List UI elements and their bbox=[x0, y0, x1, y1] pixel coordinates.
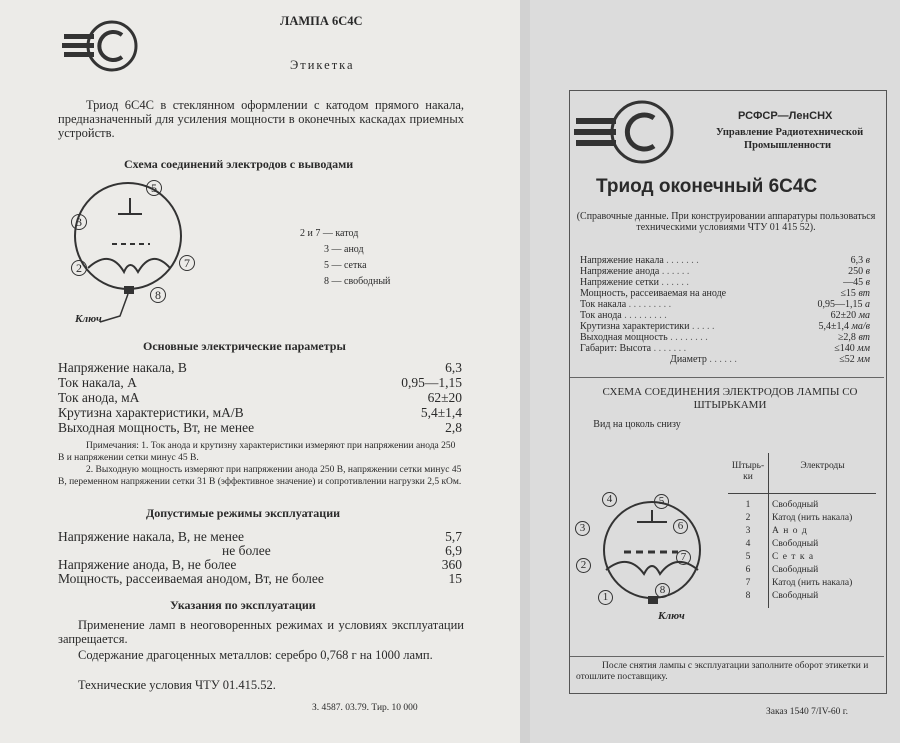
divider bbox=[570, 656, 884, 657]
mode-row: Напряжение анода, В, не более 360 bbox=[58, 557, 462, 572]
param-row: Напряжение накала . . . . . . . 6,3 в bbox=[580, 255, 870, 266]
instr-text: Содержание драгоценных металлов: серебро 0,768 г на 1000 ламп. bbox=[78, 648, 433, 662]
page-title: Триод оконечный 6С4С bbox=[596, 176, 818, 197]
param-row: Ток анода, мА 62±20 bbox=[58, 390, 462, 405]
pin-label: 5 bbox=[146, 180, 162, 196]
param-row: Мощность, рассеиваемая на аноде ≤15 вт bbox=[580, 288, 870, 299]
param-row: Ток накала, А 0,95—1,15 bbox=[58, 375, 462, 390]
param-row: Выходная мощность, Вт, не менее 2,8 bbox=[58, 420, 462, 435]
legend-item: 2 и 7 — катод bbox=[300, 228, 359, 239]
mode-row: Мощность, рассеиваемая анодом, Вт, не более 15 bbox=[58, 571, 462, 586]
pin-label: 8 bbox=[150, 287, 166, 303]
page-subtitle: Этикетка bbox=[290, 58, 355, 72]
org-line: Промышленности bbox=[744, 140, 832, 151]
params-heading: Основные электрические параметры bbox=[143, 339, 346, 353]
pin-label: 8 bbox=[655, 583, 670, 598]
legend-item: 8 — свободный bbox=[324, 276, 391, 287]
pin-label: 3 bbox=[575, 521, 590, 536]
table-row: 7 Катод (нить накала) bbox=[728, 577, 876, 590]
scheme-heading: СХЕМА СОЕДИНЕНИЯ ЭЛЕКТРОДОВ ЛАМПЫ СО ШТЫРЬКАМИ bbox=[602, 386, 858, 411]
table-row: 6 Свободный bbox=[728, 564, 876, 577]
table-row: 3 А н о д bbox=[728, 525, 876, 538]
intro-text: Триод 6С4С в стеклянном оформлении с катодом прямого накала, предназначенный для усиления мощности в оконечных каскадах приемных устройств. bbox=[58, 98, 464, 140]
param-row: Ток накала . . . . . . . . . 0,95—1,15 а bbox=[580, 299, 870, 310]
pin-label: 3 bbox=[71, 214, 87, 230]
pin-label: 7 bbox=[676, 550, 691, 565]
param-row: Выходная мощность . . . . . . . . ≥2,8 вт bbox=[580, 332, 870, 343]
legend-item: 5 — сетка bbox=[324, 260, 367, 271]
table-row: 2 Катод (нить накала) bbox=[728, 512, 876, 525]
pin-label: 2 bbox=[576, 558, 591, 573]
footnote: После снятия лампы с эксплуатации заполните оборот этикетки и отошлите поставщику. bbox=[576, 661, 869, 682]
instr-heading: Указания по эксплуатации bbox=[170, 598, 316, 612]
table-row: 8 Свободный bbox=[728, 590, 876, 608]
pin-label: 5 bbox=[654, 494, 669, 509]
factory-logo bbox=[62, 18, 152, 74]
pin-label: 1 bbox=[598, 590, 613, 605]
divider bbox=[570, 377, 884, 378]
param-row: Напряжение накала, В 6,3 bbox=[58, 360, 462, 375]
view-note: Вид на цоколь снизу bbox=[593, 419, 681, 430]
order-info: Заказ 1540 7/IV-60 г. bbox=[766, 707, 848, 717]
table-row: 1 Свободный bbox=[728, 494, 876, 513]
pin-legend bbox=[300, 226, 390, 290]
pin-label: 4 bbox=[602, 492, 617, 507]
instr-text: Технические условия ЧТУ 01.415.52. bbox=[78, 678, 276, 692]
note-2: 2. Выходную мощность измеряют при напряжении анода 250 В, напряжении сетки минус 45 В, переменном напряжении сетки 31 В (эффективное значение) и сопротивлении нагрузки 2,5 кОм. bbox=[58, 465, 462, 487]
col-header-electrode: Электроды bbox=[769, 453, 877, 494]
param-row: Диаметр . . . . . . ≤52 мм bbox=[670, 354, 870, 365]
org-line: Управление Радиотехнической bbox=[716, 127, 864, 138]
org-line: РСФСР—ЛенСНХ bbox=[738, 110, 833, 122]
pin-label: 6 bbox=[673, 519, 688, 534]
modes-heading: Допустимые режимы эксплуатации bbox=[146, 506, 341, 520]
param-row: Крутизна характеристики . . . . . 5,4±1,4 ма/в bbox=[580, 321, 870, 332]
ref-note: (Справочные данные. При конструировании аппаратуры пользоваться техническими условиями ЧТУ 01 415 52). bbox=[576, 211, 876, 233]
param-row: Ток анода . . . . . . . . . 62±20 ма bbox=[580, 310, 870, 321]
page-title: ЛАМПА 6С4С bbox=[280, 14, 363, 28]
legend-item: 3 — анод bbox=[324, 244, 364, 255]
label-page-right bbox=[530, 0, 900, 743]
col-header-pin: Штырь-ки bbox=[728, 453, 769, 494]
param-row: Напряжение анода . . . . . . 250 в bbox=[580, 266, 870, 277]
scheme-heading: Схема соединений электродов с выводами bbox=[124, 157, 354, 171]
instr-text: Применение ламп в неоговоренных режимах и условиях эксплуатации запрещается. bbox=[58, 618, 464, 646]
pin-diagram bbox=[60, 176, 200, 326]
note-1: Примечания: 1. Ток анода и крутизну характеристики измеряют при напряжении анода 250 В и напряжении сетки минус 45 В. bbox=[58, 441, 456, 463]
param-row: Габарит: Высота . . . . . . . ≤140 мм bbox=[580, 343, 870, 354]
table-row: 5 С е т к а bbox=[728, 551, 876, 564]
pin-table bbox=[728, 453, 876, 608]
pin-label: 2 bbox=[71, 260, 87, 276]
mode-row: не более 6,9 bbox=[222, 543, 462, 558]
param-row: Напряжение сетки . . . . . . —45 в bbox=[580, 277, 870, 288]
key-label: Ключ bbox=[75, 313, 102, 325]
factory-logo bbox=[574, 98, 694, 166]
page-gap bbox=[520, 0, 530, 743]
mode-row: Напряжение накала, В, не менее 5,7 bbox=[58, 529, 462, 544]
pin-label: 7 bbox=[179, 255, 195, 271]
param-row: Крутизна характеристики, мА/В 5,4±1,4 bbox=[58, 405, 462, 420]
table-header bbox=[728, 453, 876, 494]
key-label: Ключ bbox=[658, 610, 685, 622]
table-row: 4 Свободный bbox=[728, 538, 876, 551]
print-info: З. 4587. 03.79. Тир. 10 000 bbox=[312, 703, 418, 713]
